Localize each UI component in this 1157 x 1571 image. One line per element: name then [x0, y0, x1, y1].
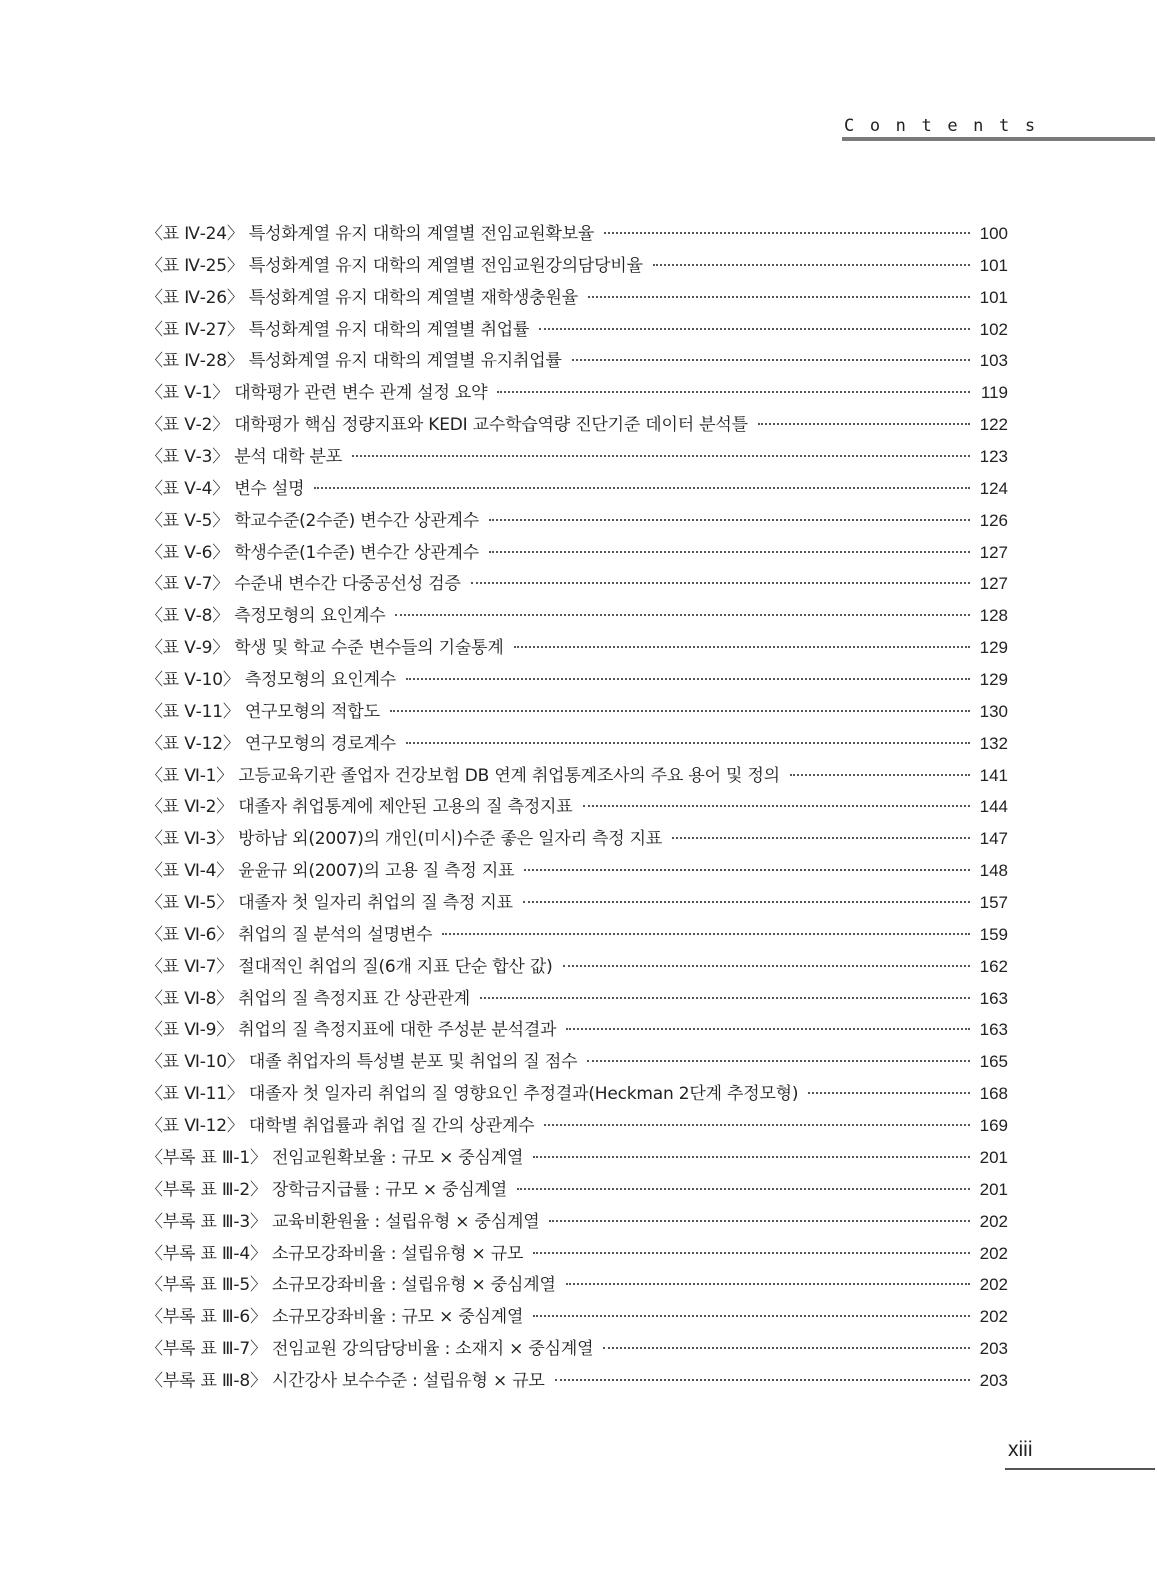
- toc-entry[interactable]: [146, 345, 1008, 377]
- toc-entry-label: 〈표 Ⅵ-11〉 대졸자 첫 일자리 취업의 질 영향요인 추정결과(Heckman 2단계 추정모형): [146, 1084, 799, 1105]
- toc-entry-page: 126: [979, 510, 1008, 530]
- toc-entry-label: 〈표 Ⅵ-2〉 대졸자 취업통계에 제안된 고용의 질 측정지표: [146, 797, 573, 818]
- toc-entry-page: 128: [979, 606, 1008, 626]
- toc-entry-page: 163: [979, 988, 1008, 1008]
- toc-entry-label: 〈표 Ⅵ-1〉 고등교육기관 졸업자 건강보험 DB 연계 취업통계조사의 주요 용어 및 정의: [146, 765, 780, 786]
- dot-leader: [517, 1188, 970, 1190]
- dot-leader: [563, 965, 970, 967]
- toc-entry[interactable]: [146, 314, 1008, 346]
- toc-entry[interactable]: [146, 728, 1008, 760]
- dot-leader: [406, 742, 970, 744]
- toc-entry[interactable]: [146, 505, 1008, 537]
- page-number: xiii: [1008, 1438, 1033, 1461]
- footer-rule: [1005, 1468, 1155, 1470]
- toc-entry[interactable]: [146, 760, 1008, 792]
- toc-entry-label: 〈표 Ⅵ-9〉 취업의 질 측정지표에 대한 주성분 분석결과: [146, 1020, 557, 1041]
- toc-entry[interactable]: [146, 696, 1008, 728]
- toc-entry-page: 127: [979, 542, 1008, 562]
- dot-leader: [390, 710, 970, 712]
- toc-entry-label: 〈표 Ⅵ-7〉 절대적인 취업의 질(6개 지표 단순 합산 값): [146, 956, 553, 977]
- dot-leader: [588, 296, 970, 298]
- toc-entry[interactable]: [146, 664, 1008, 696]
- toc-entry[interactable]: [146, 600, 1008, 632]
- toc-entry[interactable]: [146, 377, 1008, 409]
- toc-entry-label: 〈부록 표 Ⅲ-5〉 소규모강좌비율 : 설립유형 × 중심계열: [146, 1275, 556, 1296]
- toc-entry-page: 159: [979, 924, 1008, 944]
- toc-entry-page: 122: [979, 415, 1008, 435]
- toc-entry-label: 〈표 Ⅳ-27〉 특성화계열 유지 대학의 계열별 취업률: [146, 319, 530, 340]
- dot-leader: [572, 359, 970, 361]
- toc-entry[interactable]: [146, 1014, 1008, 1046]
- toc-entry-label: 〈부록 표 Ⅲ-4〉 소규모강좌비율 : 설립유형 × 규모: [146, 1243, 524, 1264]
- toc-entry-page: 144: [979, 797, 1008, 817]
- dot-leader: [533, 1315, 970, 1317]
- toc-entry[interactable]: [146, 1078, 1008, 1110]
- dot-leader: [566, 1028, 970, 1030]
- toc-entry-label: 〈표 Ⅴ-12〉 연구모형의 경로계수: [146, 733, 397, 754]
- dot-leader: [603, 1347, 970, 1349]
- toc-entry-page: 202: [979, 1243, 1008, 1263]
- toc-entry-label: 〈표 Ⅵ-5〉 대졸자 첫 일자리 취업의 질 측정 지표: [146, 893, 513, 914]
- toc-entry[interactable]: [146, 1142, 1008, 1174]
- toc-entry[interactable]: [146, 409, 1008, 441]
- toc-entry-label: 〈표 Ⅴ-2〉 대학평가 핵심 정량지표와 KEDI 교수학습역량 진단기준 데이터 분석틀: [146, 415, 748, 436]
- toc-entry-page: 103: [979, 351, 1008, 371]
- toc-entry[interactable]: [146, 1301, 1008, 1333]
- table-of-contents: [146, 218, 1008, 1397]
- toc-entry-page: 127: [979, 574, 1008, 594]
- dot-leader: [539, 328, 970, 330]
- toc-entry-page: 119: [980, 383, 1008, 403]
- dot-leader: [604, 232, 970, 234]
- toc-entry-label: 〈표 Ⅳ-26〉 특성화계열 유지 대학의 계열별 재학생충원율: [146, 287, 578, 308]
- toc-entry-page: 202: [979, 1307, 1008, 1327]
- dot-leader: [514, 646, 970, 648]
- toc-entry-label: 〈표 Ⅳ-24〉 특성화계열 유지 대학의 계열별 전임교원확보율: [146, 224, 595, 244]
- toc-entry-label: 〈표 Ⅵ-8〉 취업의 질 측정지표 간 상관관계: [146, 988, 470, 1009]
- toc-entry[interactable]: [146, 632, 1008, 664]
- toc-entry-page: 123: [979, 447, 1008, 467]
- toc-entry-label: 〈표 Ⅳ-28〉 특성화계열 유지 대학의 계열별 유지취업률: [146, 351, 562, 372]
- toc-entry-page: 130: [979, 701, 1008, 721]
- dot-leader: [352, 455, 970, 457]
- dot-leader: [587, 1060, 970, 1062]
- page-footer: [1005, 1438, 1155, 1474]
- toc-entry[interactable]: [146, 791, 1008, 823]
- toc-entry-label: 〈표 Ⅳ-25〉 특성화계열 유지 대학의 계열별 전임교원강의담당비율: [146, 255, 643, 276]
- dot-leader: [497, 391, 970, 393]
- toc-entry-label: 〈부록 표 Ⅲ-7〉 전임교원 강의담당비율 : 소재지 × 중심계열: [146, 1339, 594, 1360]
- dot-leader: [489, 551, 970, 553]
- dot-leader: [544, 1124, 970, 1126]
- dot-leader: [489, 519, 970, 521]
- toc-entry-label: 〈부록 표 Ⅲ-1〉 전임교원확보율 : 규모 × 중심계열: [146, 1147, 524, 1168]
- toc-entry[interactable]: [146, 887, 1008, 919]
- toc-entry[interactable]: [146, 441, 1008, 473]
- dot-leader: [480, 997, 970, 999]
- dot-leader: [523, 901, 970, 903]
- toc-entry-label: 〈표 Ⅴ-11〉 연구모형의 적합도: [146, 701, 380, 722]
- toc-entry[interactable]: [146, 1269, 1008, 1301]
- toc-entry-label: 〈표 Ⅴ-1〉 대학평가 관련 변수 관계 설정 요약: [146, 383, 488, 404]
- toc-entry[interactable]: [146, 1238, 1008, 1270]
- dot-leader: [524, 869, 970, 871]
- toc-entry-page: 124: [979, 478, 1008, 498]
- dot-leader: [442, 933, 970, 935]
- toc-entry-label: 〈표 Ⅵ-4〉 윤윤규 외(2007)의 고용 질 측정 지표: [146, 861, 515, 882]
- dot-leader: [314, 487, 970, 489]
- toc-entry-label: 〈표 Ⅴ-7〉 수준내 변수간 다중공선성 검증: [146, 574, 461, 595]
- toc-entry-label: 〈표 Ⅴ-6〉 학생수준(1수준) 변수간 상관계수: [146, 542, 479, 563]
- toc-entry-page: 102: [979, 319, 1008, 339]
- dot-leader: [533, 1252, 970, 1254]
- toc-entry-page: 132: [979, 733, 1008, 753]
- toc-entry[interactable]: [146, 250, 1008, 282]
- running-header: [842, 114, 1155, 144]
- dot-leader: [471, 582, 970, 584]
- dot-leader: [808, 1092, 970, 1094]
- dot-leader: [555, 1379, 970, 1381]
- toc-entry[interactable]: [146, 568, 1008, 600]
- toc-entry-page: 201: [979, 1147, 1008, 1167]
- header-title: Contents: [844, 116, 1051, 136]
- toc-entry-page: 165: [979, 1052, 1008, 1072]
- toc-entry-page: 201: [979, 1179, 1008, 1199]
- toc-entry-page: 163: [979, 1020, 1008, 1040]
- toc-entry-label: 〈표 Ⅴ-5〉 학교수준(2수준) 변수간 상관계수: [146, 510, 479, 531]
- toc-entry-page: 162: [979, 956, 1008, 976]
- toc-entry[interactable]: [146, 537, 1008, 569]
- toc-entry-page: 203: [979, 1370, 1008, 1390]
- toc-entry[interactable]: [146, 282, 1008, 314]
- toc-entry-label: 〈표 Ⅴ-10〉 측정모형의 요인계수: [146, 670, 397, 691]
- toc-entry-label: 〈표 Ⅵ-10〉 대졸 취업자의 특성별 분포 및 취업의 질 점수: [146, 1052, 578, 1073]
- toc-entry-label: 〈표 Ⅵ-12〉 대학별 취업률과 취업 질 간의 상관계수: [146, 1116, 535, 1137]
- toc-entry[interactable]: [146, 1046, 1008, 1078]
- dot-leader: [653, 264, 970, 266]
- toc-entry-page: 168: [979, 1084, 1008, 1104]
- dot-leader: [533, 1156, 970, 1158]
- toc-entry-label: 〈부록 표 Ⅲ-6〉 소규모강좌비율 : 규모 × 중심계열: [146, 1307, 524, 1328]
- toc-entry-page: 141: [979, 765, 1008, 785]
- toc-entry-page: 100: [979, 224, 1008, 243]
- toc-entry-label: 〈표 Ⅵ-3〉 방하남 외(2007)의 개인(미시)수준 좋은 일자리 측정 지표: [146, 829, 663, 850]
- dot-leader: [672, 837, 970, 839]
- dot-leader: [549, 1220, 970, 1222]
- toc-entry-page: 202: [979, 1275, 1008, 1295]
- toc-entry[interactable]: [146, 951, 1008, 983]
- dot-leader: [406, 678, 970, 680]
- toc-entry-page: 169: [979, 1116, 1008, 1136]
- toc-entry-page: 157: [979, 893, 1008, 913]
- toc-entry[interactable]: [146, 1174, 1008, 1206]
- toc-entry[interactable]: [146, 983, 1008, 1015]
- toc-entry-page: 101: [979, 287, 1008, 307]
- toc-entry[interactable]: [146, 218, 1008, 250]
- toc-entry-label: 〈부록 표 Ⅲ-3〉 교육비환원율 : 설립유형 × 중심계열: [146, 1211, 540, 1232]
- toc-entry-page: 129: [979, 638, 1008, 658]
- dot-leader: [395, 614, 970, 616]
- toc-entry-label: 〈표 Ⅴ-9〉 학생 및 학교 수준 변수들의 기술통계: [146, 638, 504, 659]
- dot-leader: [790, 774, 970, 776]
- toc-entry[interactable]: [146, 919, 1008, 951]
- toc-entry-page: 147: [979, 829, 1008, 849]
- toc-entry-page: 101: [979, 255, 1008, 275]
- toc-entry-page: 129: [979, 670, 1008, 690]
- header-rule: [842, 137, 1155, 141]
- dot-leader: [566, 1283, 970, 1285]
- toc-entry-label: 〈표 Ⅴ-8〉 측정모형의 요인계수: [146, 606, 386, 627]
- toc-entry[interactable]: [146, 1110, 1008, 1142]
- toc-entry[interactable]: [146, 473, 1008, 505]
- dot-leader: [583, 805, 971, 807]
- toc-entry-label: 〈표 Ⅵ-6〉 취업의 질 분석의 설명변수: [146, 924, 433, 945]
- toc-entry-label: 〈부록 표 Ⅲ-8〉 시간강사 보수수준 : 설립유형 × 규모: [146, 1370, 545, 1391]
- toc-entry-label: 〈표 Ⅴ-4〉 변수 설명: [146, 478, 305, 499]
- toc-entry-page: 202: [979, 1211, 1008, 1231]
- toc-entry-page: 203: [979, 1339, 1008, 1359]
- toc-entry-page: 148: [979, 861, 1008, 881]
- toc-entry[interactable]: [146, 1365, 1008, 1397]
- toc-entry[interactable]: [146, 823, 1008, 855]
- dot-leader: [758, 423, 970, 425]
- toc-entry-label: 〈부록 표 Ⅲ-2〉 장학금지급률 : 규모 × 중심계열: [146, 1179, 507, 1200]
- toc-entry[interactable]: [146, 1206, 1008, 1238]
- toc-entry[interactable]: [146, 1333, 1008, 1365]
- toc-entry-label: 〈표 Ⅴ-3〉 분석 대학 분포: [146, 447, 342, 468]
- toc-entry[interactable]: [146, 855, 1008, 887]
